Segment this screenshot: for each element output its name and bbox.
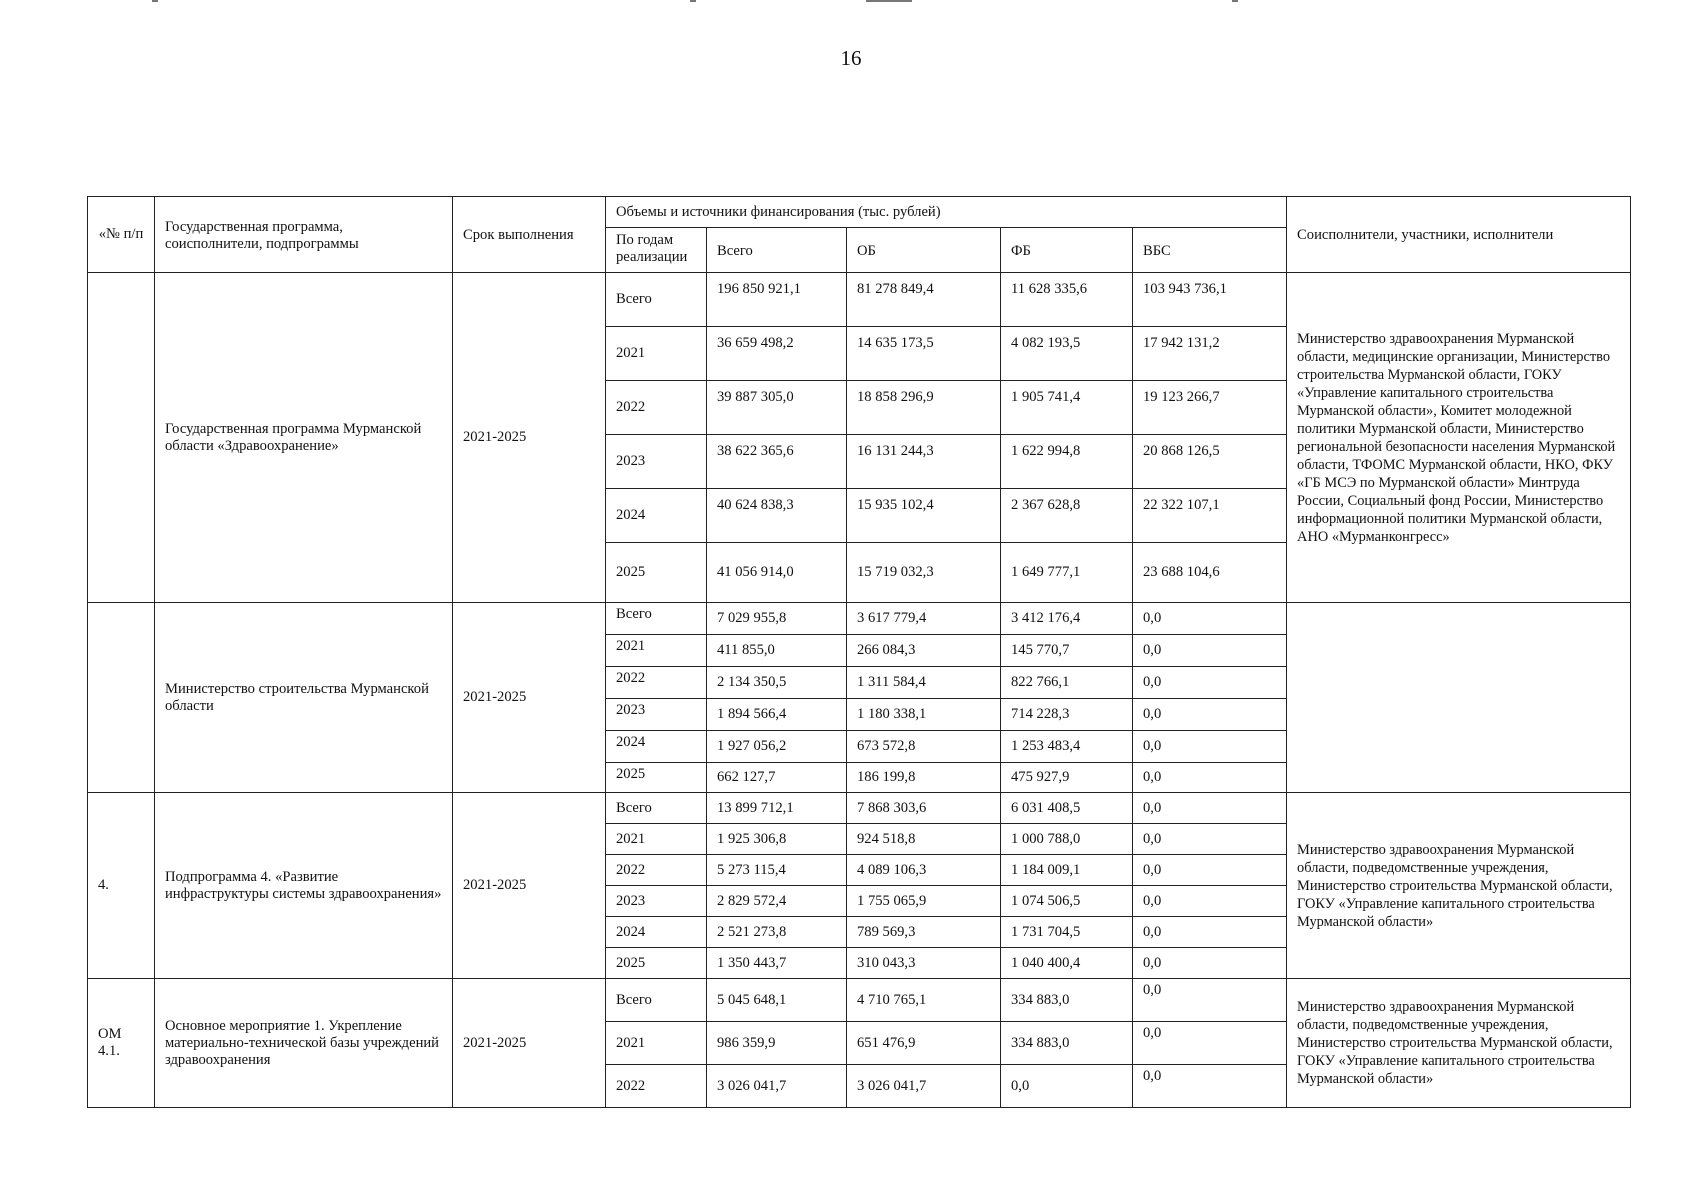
fb-cell: 714 228,3 [1001, 699, 1133, 731]
block-name: Подпрограмма 4. «Развитие инфраструктуры системы здравоохранения» [155, 793, 453, 979]
vbs-cell: 23 688 104,6 [1133, 543, 1287, 603]
vbs-cell: 0,0 [1133, 1022, 1287, 1065]
ob-cell: 1 180 338,1 [847, 699, 1001, 731]
fb-cell: 1 253 483,4 [1001, 731, 1133, 763]
table-row [88, 273, 1631, 327]
block-num [88, 273, 155, 603]
year-cell: 2023 [606, 699, 707, 731]
total-cell: 2 521 273,8 [707, 917, 847, 948]
vbs-cell: 0,0 [1133, 793, 1287, 824]
vbs-cell: 0,0 [1133, 1065, 1287, 1108]
year-cell: 2021 [606, 1022, 707, 1065]
year-cell: 2022 [606, 667, 707, 699]
block-num [88, 603, 155, 793]
ob-cell: 7 868 303,6 [847, 793, 1001, 824]
table-row [88, 979, 1631, 1022]
fb-cell: 822 766,1 [1001, 667, 1133, 699]
vbs-cell: 103 943 736,1 [1133, 273, 1287, 327]
block-parties: Министерство здравоохранения Мурманской области, подведомственные учреждения, Министерство строительства Мурманской области, ГОКУ «Управление капитального строительства Мурманской области» [1287, 979, 1631, 1108]
vbs-cell: 0,0 [1133, 763, 1287, 793]
year-cell: 2024 [606, 489, 707, 543]
ob-cell: 266 084,3 [847, 635, 1001, 667]
total-cell: 196 850 921,1 [707, 273, 847, 327]
header-parties: Соисполнители, участники, исполнители [1287, 197, 1631, 273]
vbs-cell: 0,0 [1133, 667, 1287, 699]
total-cell: 5 273 115,4 [707, 855, 847, 886]
year-cell: 2022 [606, 381, 707, 435]
total-cell: 39 887 305,0 [707, 381, 847, 435]
year-cell: Всего [606, 979, 707, 1022]
vbs-cell: 0,0 [1133, 635, 1287, 667]
block-term: 2021-2025 [453, 979, 606, 1108]
header-program: Государственная программа, соисполнители, подпрограммы [155, 197, 453, 273]
ob-cell: 4 710 765,1 [847, 979, 1001, 1022]
total-cell: 41 056 914,0 [707, 543, 847, 603]
vbs-cell: 0,0 [1133, 979, 1287, 1022]
ob-cell: 4 089 106,3 [847, 855, 1001, 886]
total-cell: 13 899 712,1 [707, 793, 847, 824]
total-cell: 1 894 566,4 [707, 699, 847, 731]
vbs-cell: 0,0 [1133, 948, 1287, 979]
scan-mark [152, 0, 158, 2]
table-block [88, 979, 1631, 1108]
fb-cell: 1 000 788,0 [1001, 824, 1133, 855]
block-name: Государственная программа Мурманской области «Здравоохранение» [155, 273, 453, 603]
year-cell: 2022 [606, 855, 707, 886]
header-vbs: ВБС [1133, 228, 1287, 273]
fb-cell: 4 082 193,5 [1001, 327, 1133, 381]
block-term: 2021-2025 [453, 603, 606, 793]
fb-cell: 475 927,9 [1001, 763, 1133, 793]
year-cell: 2023 [606, 435, 707, 489]
year-cell: 2023 [606, 886, 707, 917]
ob-cell: 3 617 779,4 [847, 603, 1001, 635]
vbs-cell: 17 942 131,2 [1133, 327, 1287, 381]
fb-cell: 1 905 741,4 [1001, 381, 1133, 435]
block-name: Основное мероприятие 1. Укрепление материально-технической базы учреждений здравоохранения [155, 979, 453, 1108]
scan-mark [1232, 0, 1238, 2]
block-parties: Министерство здравоохранения Мурманской области, медицинские организации, Министерство строительства Мурманской области, ГОКУ «Управление капитального строительства Мурманской области», Комитет молодежной политики Мурманской области, Министерство региональной безопасности населения Мурманской области, ТФОМС Мурманской области, НКО, ФКУ «ГБ МСЭ по Мурманской области» Минтруда России, Социальный фонд России, Министерство информационной политики Мурманской области, АНО «Мурманконгресс» [1287, 273, 1631, 603]
ob-cell: 81 278 849,4 [847, 273, 1001, 327]
fb-cell: 334 883,0 [1001, 1022, 1133, 1065]
ob-cell: 186 199,8 [847, 763, 1001, 793]
year-cell: 2024 [606, 917, 707, 948]
table-row [88, 793, 1631, 824]
year-cell: 2021 [606, 824, 707, 855]
ob-cell: 924 518,8 [847, 824, 1001, 855]
vbs-cell: 20 868 126,5 [1133, 435, 1287, 489]
year-cell: Всего [606, 603, 707, 635]
ob-cell: 651 476,9 [847, 1022, 1001, 1065]
header-term: Срок выполнения [453, 197, 606, 273]
block-parties [1287, 603, 1631, 793]
vbs-cell: 0,0 [1133, 731, 1287, 763]
year-cell: 2021 [606, 635, 707, 667]
table-block [88, 273, 1631, 603]
fb-cell: 1 649 777,1 [1001, 543, 1133, 603]
fb-cell: 1 622 994,8 [1001, 435, 1133, 489]
vbs-cell: 0,0 [1133, 603, 1287, 635]
total-cell: 1 350 443,7 [707, 948, 847, 979]
header-fb: ФБ [1001, 228, 1133, 273]
fb-cell: 1 184 009,1 [1001, 855, 1133, 886]
year-cell: 2025 [606, 948, 707, 979]
vbs-cell: 0,0 [1133, 855, 1287, 886]
vbs-cell: 0,0 [1133, 824, 1287, 855]
fb-cell: 1 731 704,5 [1001, 917, 1133, 948]
vbs-cell: 22 322 107,1 [1133, 489, 1287, 543]
fb-cell: 1 074 506,5 [1001, 886, 1133, 917]
block-term: 2021-2025 [453, 793, 606, 979]
block-parties: Министерство здравоохранения Мурманской области, подведомственные учреждения, Министерство строительства Мурманской области, ГОКУ «Управление капитального строительства Мурманской области» [1287, 793, 1631, 979]
table-block [88, 793, 1631, 979]
year-cell: 2021 [606, 327, 707, 381]
total-cell: 2 829 572,4 [707, 886, 847, 917]
table-row [88, 603, 1631, 635]
fb-cell: 3 412 176,4 [1001, 603, 1133, 635]
table-header [88, 197, 1631, 273]
ob-cell: 16 131 244,3 [847, 435, 1001, 489]
vbs-cell: 19 123 266,7 [1133, 381, 1287, 435]
header-total: Всего [707, 228, 847, 273]
block-num: 4. [88, 793, 155, 979]
header-num: «№ п/п [88, 197, 155, 273]
fb-cell: 2 367 628,8 [1001, 489, 1133, 543]
total-cell: 7 029 955,8 [707, 603, 847, 635]
fb-cell: 0,0 [1001, 1065, 1133, 1108]
vbs-cell: 0,0 [1133, 699, 1287, 731]
ob-cell: 15 719 032,3 [847, 543, 1001, 603]
total-cell: 40 624 838,3 [707, 489, 847, 543]
ob-cell: 14 635 173,5 [847, 327, 1001, 381]
year-cell: Всего [606, 793, 707, 824]
year-cell: 2025 [606, 763, 707, 793]
ob-cell: 1 755 065,9 [847, 886, 1001, 917]
ob-cell: 1 311 584,4 [847, 667, 1001, 699]
total-cell: 3 026 041,7 [707, 1065, 847, 1108]
block-term: 2021-2025 [453, 273, 606, 603]
table-block [88, 603, 1631, 793]
financing-table [87, 196, 1631, 1108]
header-by-year: По годам реализации [606, 228, 707, 273]
block-num: ОМ 4.1. [88, 979, 155, 1108]
ob-cell: 673 572,8 [847, 731, 1001, 763]
ob-cell: 789 569,3 [847, 917, 1001, 948]
vbs-cell: 0,0 [1133, 917, 1287, 948]
total-cell: 1 927 056,2 [707, 731, 847, 763]
total-cell: 986 359,9 [707, 1022, 847, 1065]
total-cell: 5 045 648,1 [707, 979, 847, 1022]
year-cell: 2025 [606, 543, 707, 603]
header-funding: Объемы и источники финансирования (тыс. рублей) [606, 197, 1287, 228]
ob-cell: 310 043,3 [847, 948, 1001, 979]
year-cell: 2024 [606, 731, 707, 763]
total-cell: 411 855,0 [707, 635, 847, 667]
ob-cell: 18 858 296,9 [847, 381, 1001, 435]
vbs-cell: 0,0 [1133, 886, 1287, 917]
ob-cell: 15 935 102,4 [847, 489, 1001, 543]
total-cell: 2 134 350,5 [707, 667, 847, 699]
fb-cell: 334 883,0 [1001, 979, 1133, 1022]
fb-cell: 1 040 400,4 [1001, 948, 1133, 979]
total-cell: 36 659 498,2 [707, 327, 847, 381]
header-ob: ОБ [847, 228, 1001, 273]
scan-mark [690, 0, 696, 2]
block-name: Министерство строительства Мурманской области [155, 603, 453, 793]
fb-cell: 145 770,7 [1001, 635, 1133, 667]
total-cell: 1 925 306,8 [707, 824, 847, 855]
year-cell: Всего [606, 273, 707, 327]
fb-cell: 11 628 335,6 [1001, 273, 1133, 327]
year-cell: 2022 [606, 1065, 707, 1108]
scan-mark [866, 0, 912, 2]
ob-cell: 3 026 041,7 [847, 1065, 1001, 1108]
total-cell: 38 622 365,6 [707, 435, 847, 489]
page-number: 16 [840, 46, 862, 70]
total-cell: 662 127,7 [707, 763, 847, 793]
fb-cell: 6 031 408,5 [1001, 793, 1133, 824]
